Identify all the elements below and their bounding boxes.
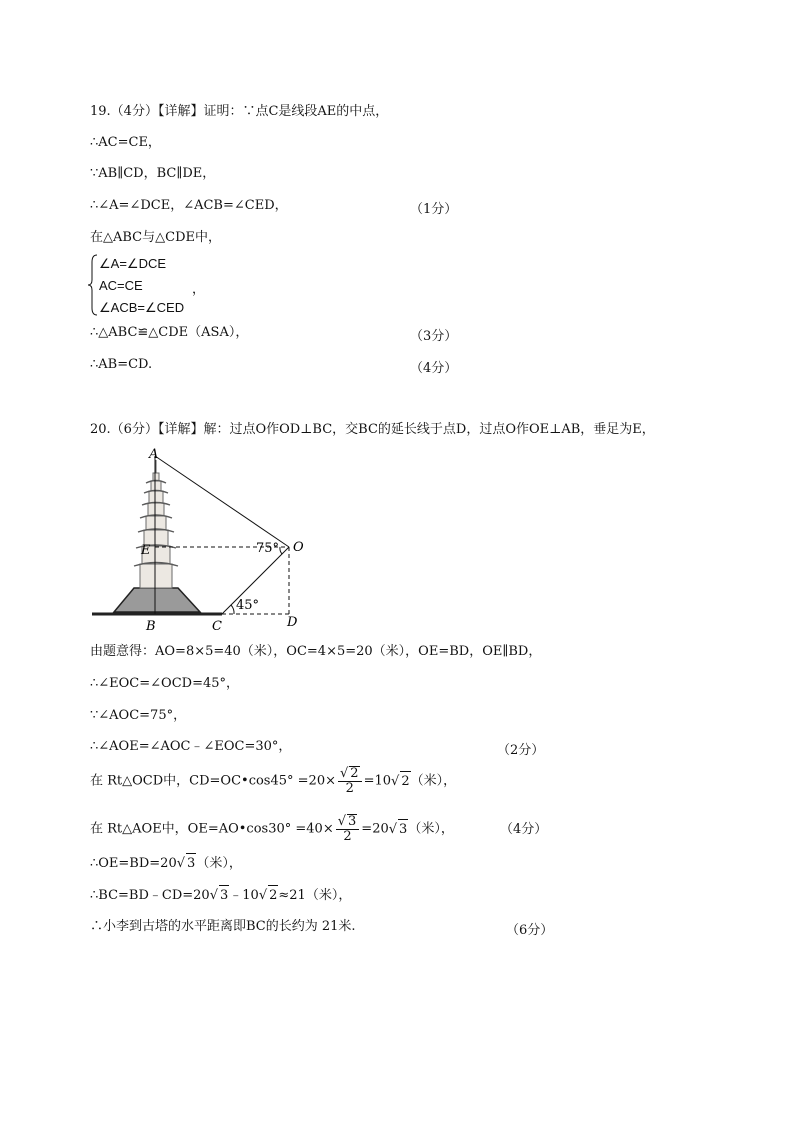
label-A: A	[149, 447, 159, 462]
fraction-sqrt2-over-2	[338, 766, 362, 796]
denominator: 2	[343, 829, 352, 844]
q20-line-8-post: ≈21（米），	[278, 888, 352, 903]
radical-sign-icon	[259, 888, 267, 903]
q19-header: 19.（4分）【详解】证明：∵点C是线段AE的中点，	[90, 104, 389, 119]
q20-score-4: （4分）	[500, 822, 548, 837]
label-angle-45: 45°	[236, 598, 260, 613]
label-angle-75: 75°	[256, 541, 280, 556]
segment-AO	[155, 456, 289, 547]
q20-line-6-pre: 在 Rt△AOE中，OE=AO•cos30° =40×	[90, 821, 334, 837]
q19-score-4: （4分）	[410, 361, 458, 376]
denominator: 2	[345, 781, 354, 796]
radicand: 2	[350, 766, 359, 781]
q19-system-brace	[88, 254, 98, 316]
radicand: 3	[219, 885, 229, 906]
label-B: B	[146, 619, 156, 634]
q20-score-2: （2分）	[497, 743, 545, 758]
q20-line-7-post: （米），	[196, 856, 242, 871]
q20-line-8	[90, 885, 351, 906]
radicand: 2	[400, 771, 410, 792]
q20-line-6-post: （米），	[408, 821, 454, 837]
q20-line-5-mid: =10	[363, 773, 392, 789]
radical-sign-icon	[210, 888, 218, 903]
q20-line-5-post: （米），	[410, 773, 457, 789]
q20-header: 20.（6分）【详解】解：过点O作OD⊥BC，交BC的延长线于点D，过点O作OE⊥AB，垂足为E，	[90, 422, 655, 437]
q20-line-7	[90, 853, 242, 874]
q19-system-comma: ，	[192, 282, 206, 297]
q19-line-2: ∵AB∥CD，BC∥DE，	[90, 166, 216, 181]
q20-line-7-pre: ∴OE=BD=20	[90, 856, 177, 871]
q20-line-6	[90, 814, 454, 844]
q19-score-1: （1分）	[410, 202, 458, 217]
radicand: 3	[398, 819, 408, 840]
q19-line-4: 在△ABC与△CDE中，	[90, 230, 221, 245]
q20-line-1: 由题意得：AO=8×5=40（米），OC=4×5=20（米），OE=BD，OE∥BD，	[90, 644, 542, 659]
q19-line-1: ∴AC=CE，	[90, 135, 161, 150]
q20-line-6-mid: =20	[361, 821, 389, 837]
q20-line-9: ∴小李到古塔的水平距离即BC的长约为 21米.	[90, 919, 356, 934]
radicand: 3	[186, 853, 196, 874]
radical-sign-icon	[340, 766, 348, 781]
angle-O-arc	[280, 547, 282, 554]
pagoda-figure	[88, 446, 318, 636]
radical-sign-icon	[389, 822, 397, 837]
label-O: O	[293, 540, 304, 555]
angle-C-arc	[231, 605, 234, 614]
q19-line-3: ∴∠A=∠DCE，∠ACB=∠CED，	[90, 198, 288, 213]
q19-system-line-3: ∠ACB=∠CED	[99, 300, 185, 315]
q20-line-4: ∴∠AOE=∠AOC﹣∠EOC=30°，	[90, 739, 292, 754]
fraction-sqrt3-over-2	[336, 814, 360, 844]
radicand: 3	[348, 814, 357, 829]
q20-line-3: ∵∠AOC=75°，	[90, 708, 187, 723]
q20-line-8-mid: ﹣10	[229, 888, 259, 903]
radicand: 2	[268, 885, 278, 906]
radical-sign-icon	[338, 814, 346, 829]
q20-line-5	[90, 766, 456, 796]
label-E: E	[141, 543, 151, 558]
q20-line-2: ∴∠EOC=∠OCD=45°，	[90, 676, 240, 691]
pagoda-base	[114, 588, 200, 612]
q19-system-line-2: AC=CE	[99, 278, 143, 293]
q20-line-5-pre: 在 Rt△OCD中，CD=OC•cos45° =20×	[90, 773, 336, 789]
radical-sign-icon	[391, 774, 399, 789]
q19-system-line-1: ∠A=∠DCE	[99, 256, 167, 271]
q19-line-5: ∴△ABC≌△CDE（ASA），	[90, 325, 249, 340]
radical-sign-icon	[177, 856, 185, 871]
label-C: C	[212, 619, 222, 634]
label-D: D	[287, 615, 298, 630]
q19-line-6: ∴AB=CD.	[90, 357, 153, 372]
q20-score-6: （6分）	[506, 923, 554, 938]
q19-score-3: （3分）	[410, 329, 458, 344]
q20-line-8-pre: ∴BC=BD﹣CD=20	[90, 888, 210, 903]
